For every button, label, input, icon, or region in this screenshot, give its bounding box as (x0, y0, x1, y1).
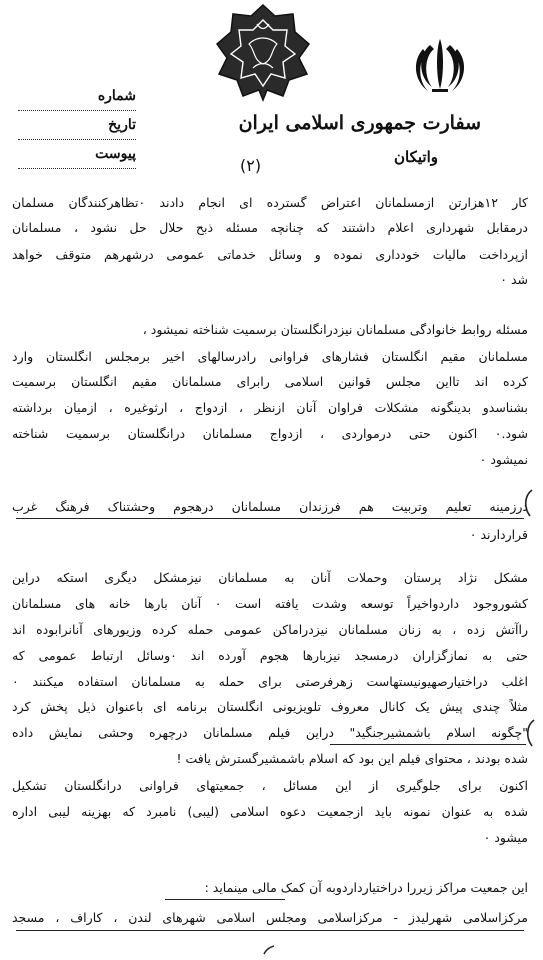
iran-emblem-icon (410, 35, 470, 95)
date-label: تاریخ (108, 117, 136, 133)
number-label: شماره (97, 88, 136, 104)
underline-mark (16, 930, 524, 931)
body-line: مشکل نژاد پرستان وحملات آنان به مسلمانان نیزمشکل دیگری استکه دراین (12, 570, 528, 585)
page-number: (۲) (240, 156, 262, 175)
number-field (18, 88, 136, 111)
body-line: مثلاً چندی پیش یک کانال معروف تلویزیونی انگلستان برنامه ای باعنوان ذیل پخش کرد (12, 699, 528, 714)
body-line: شد ۰ (500, 272, 528, 287)
body-line: ازپرداخت مالیات خودداری نموده و وسائل خدماتی عمومی درشهرهم متوقف خواهد (12, 247, 528, 262)
body-line: اغلب دراختیارصهیونیستهاست زهرفرصتی برای حمله به مسلمانان استفاده میکنند ۰ (12, 674, 528, 689)
underline-mark (16, 518, 524, 519)
body-line: مرکزاسلامی شهرلیدز - مرکزاسلامی ومجلس اسلامی شهرهای لندن ، کاراف ، مسجد (12, 910, 528, 925)
body-line: حتی به نمازگزاران درمسجد نیزبارها هجوم آورده اند ۰وسائل ارتباط عمومی که (12, 648, 528, 663)
margin-mark-icon (520, 488, 536, 518)
body-line: مسلمانان مقیم انگلستان فشارهای فراوانی رادرسالهای اخیر برمجلس انگلستان وارد (12, 349, 528, 364)
body-line: نمیشود ۰ (479, 452, 528, 467)
margin-mark-icon (522, 718, 538, 748)
body-line: "چگونه اسلام باشمشیرجنگید" دراین فیلم مسلمانان درچهره وحشی نمایش داده (12, 725, 528, 740)
body-line: قراردارند ۰ (469, 527, 528, 542)
body-line: شده بودند ، محتوای فیلم این بود که اسلام باشمشیرگسترش یافت ! (176, 751, 528, 766)
body-line: راآتش زده ، به زنان مسلمانان نیزدراماکن عمومی حمله کرده وزیورهای آنانرابوده اند (12, 622, 528, 637)
body-line: کشوروجود داردواخیراً توسعه وشدت یافته است ۰ آنان بارها خانه های مسلمانان (12, 596, 528, 611)
calligraphy-medallion-icon (213, 2, 313, 102)
embassy-city: واتیکان (394, 148, 438, 166)
body-line: این جمعیت مراکز زیررا دراختیارداردوبه آن کمک مالی مینماید : (204, 880, 528, 895)
enclosure-field (18, 146, 136, 169)
body-line: مسئله روابط خانوادگی مسلمانان نیزدرانگلستان برسمیت شناخته نمیشود ، (142, 322, 528, 337)
page-foot-mark-icon (262, 944, 276, 956)
body-line: درزمینه تعلیم وتربیت هم فرزندان مسلمانان درهجوم وحشتناک فرهنگ غرب (12, 499, 528, 514)
body-line: کار ۱۲هزارتن ازمسلمانان اعتراض گسترده ای انجام دادند ۰تظاهرکنندگان مسلمان (12, 195, 528, 210)
date-field (18, 117, 136, 140)
body-line: شود.۰ اکنون حتی درمواردی ، ازدواج مسلمانان درانگلستان برسمیت شناخته (12, 426, 528, 441)
underline-mark (165, 899, 285, 900)
underline-mark (330, 744, 526, 745)
body-line: کرده اند تااین مجلس قوانین اسلامی رابرای مسلمانان مقیم انگلستان برسمیت (12, 374, 528, 389)
embassy-name: سفارت جمهوری اسلامی ایران (238, 112, 481, 134)
body-line: میشود ۰ (483, 830, 528, 845)
body-line: اکنون برای جلوگیری از این مسائل ، جمعیتهای فراوانی درانگلستان تشکیل (12, 778, 528, 793)
enclosure-label: پیوست (95, 146, 136, 162)
body-line: شده به عنوان نمونه باید ازجمعیت دعوه اسلامی (لیبی) نامبرد که بهزینه لیبی اداره (12, 804, 528, 819)
body-line: درمقابل شهرداری اعلام داشتند که چنانچه مسئله ذبح حلال حل نشود ، مسلمانان (12, 220, 528, 235)
body-line: بشناسدو بدینگونه مشکلات فراوان آنان ازنظر ، ازدواج ، ارثوغیره ، ازمیان برداشته (12, 400, 528, 415)
